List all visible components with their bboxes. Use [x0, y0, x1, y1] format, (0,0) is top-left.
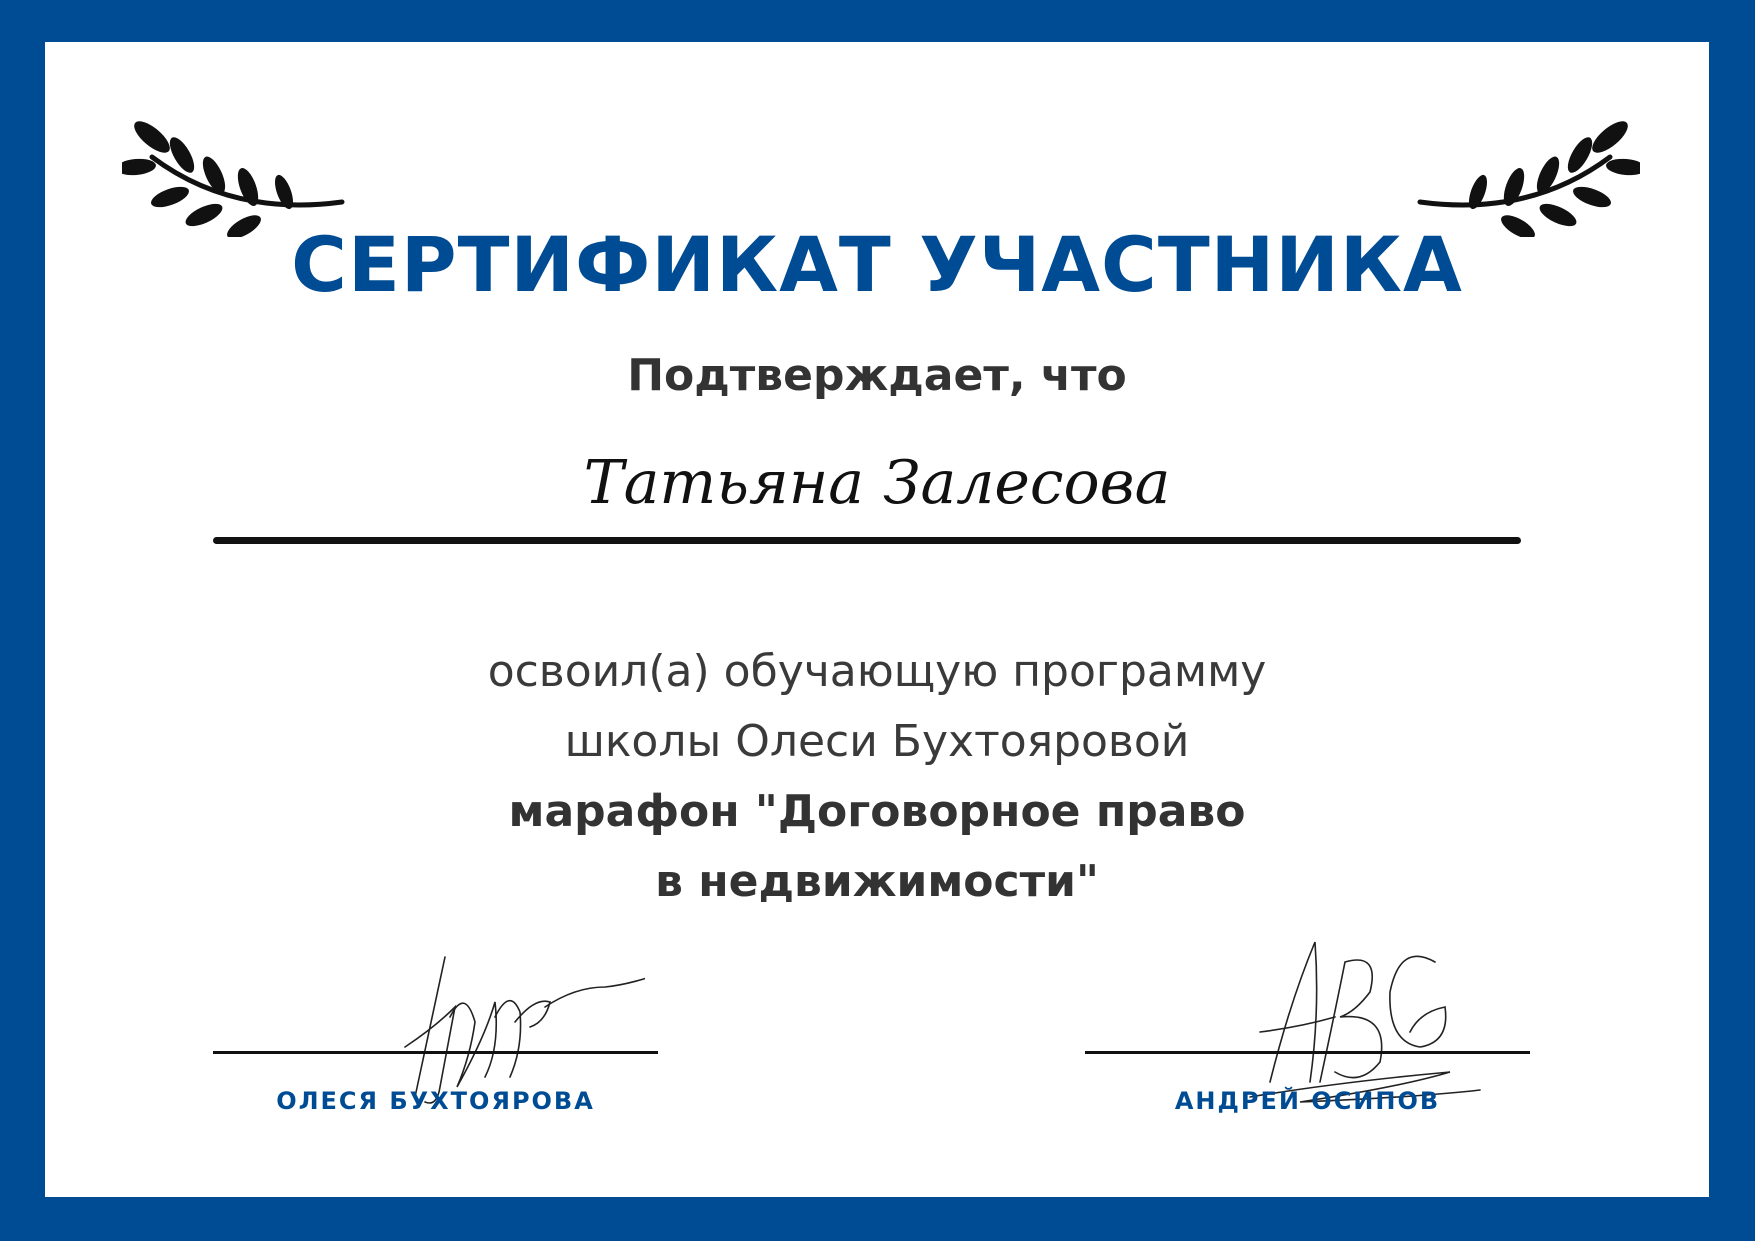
- name-underline: [213, 537, 1521, 544]
- body-line-1: освоил(а) обучающую программу: [487, 646, 1267, 697]
- certificate-subtitle: Подтверждает, что: [627, 350, 1127, 401]
- certificate-body: [45, 637, 1709, 917]
- signer-name-left: ОЛЕСЯ БУХТОЯРОВА: [276, 1087, 595, 1115]
- program-line-1: марафон "Договорное право: [508, 786, 1246, 837]
- recipient-name: Татьяна Залесова: [583, 448, 1171, 518]
- laurel-branch-right-icon: [1415, 97, 1640, 237]
- body-line-2: школы Олеси Бухтояровой: [564, 716, 1190, 767]
- signature-line-left: [213, 1051, 658, 1054]
- signer-name-right: АНДРЕЙ ОСИПОВ: [1174, 1087, 1441, 1115]
- program-line-2: в недвижимости": [655, 856, 1099, 907]
- laurel-branch-left-icon: [122, 97, 347, 237]
- certificate-sheet: [45, 42, 1709, 1197]
- certificate-title: СЕРТИФИКАТ УЧАСТНИКА: [291, 220, 1463, 309]
- signature-line-right: [1085, 1051, 1530, 1054]
